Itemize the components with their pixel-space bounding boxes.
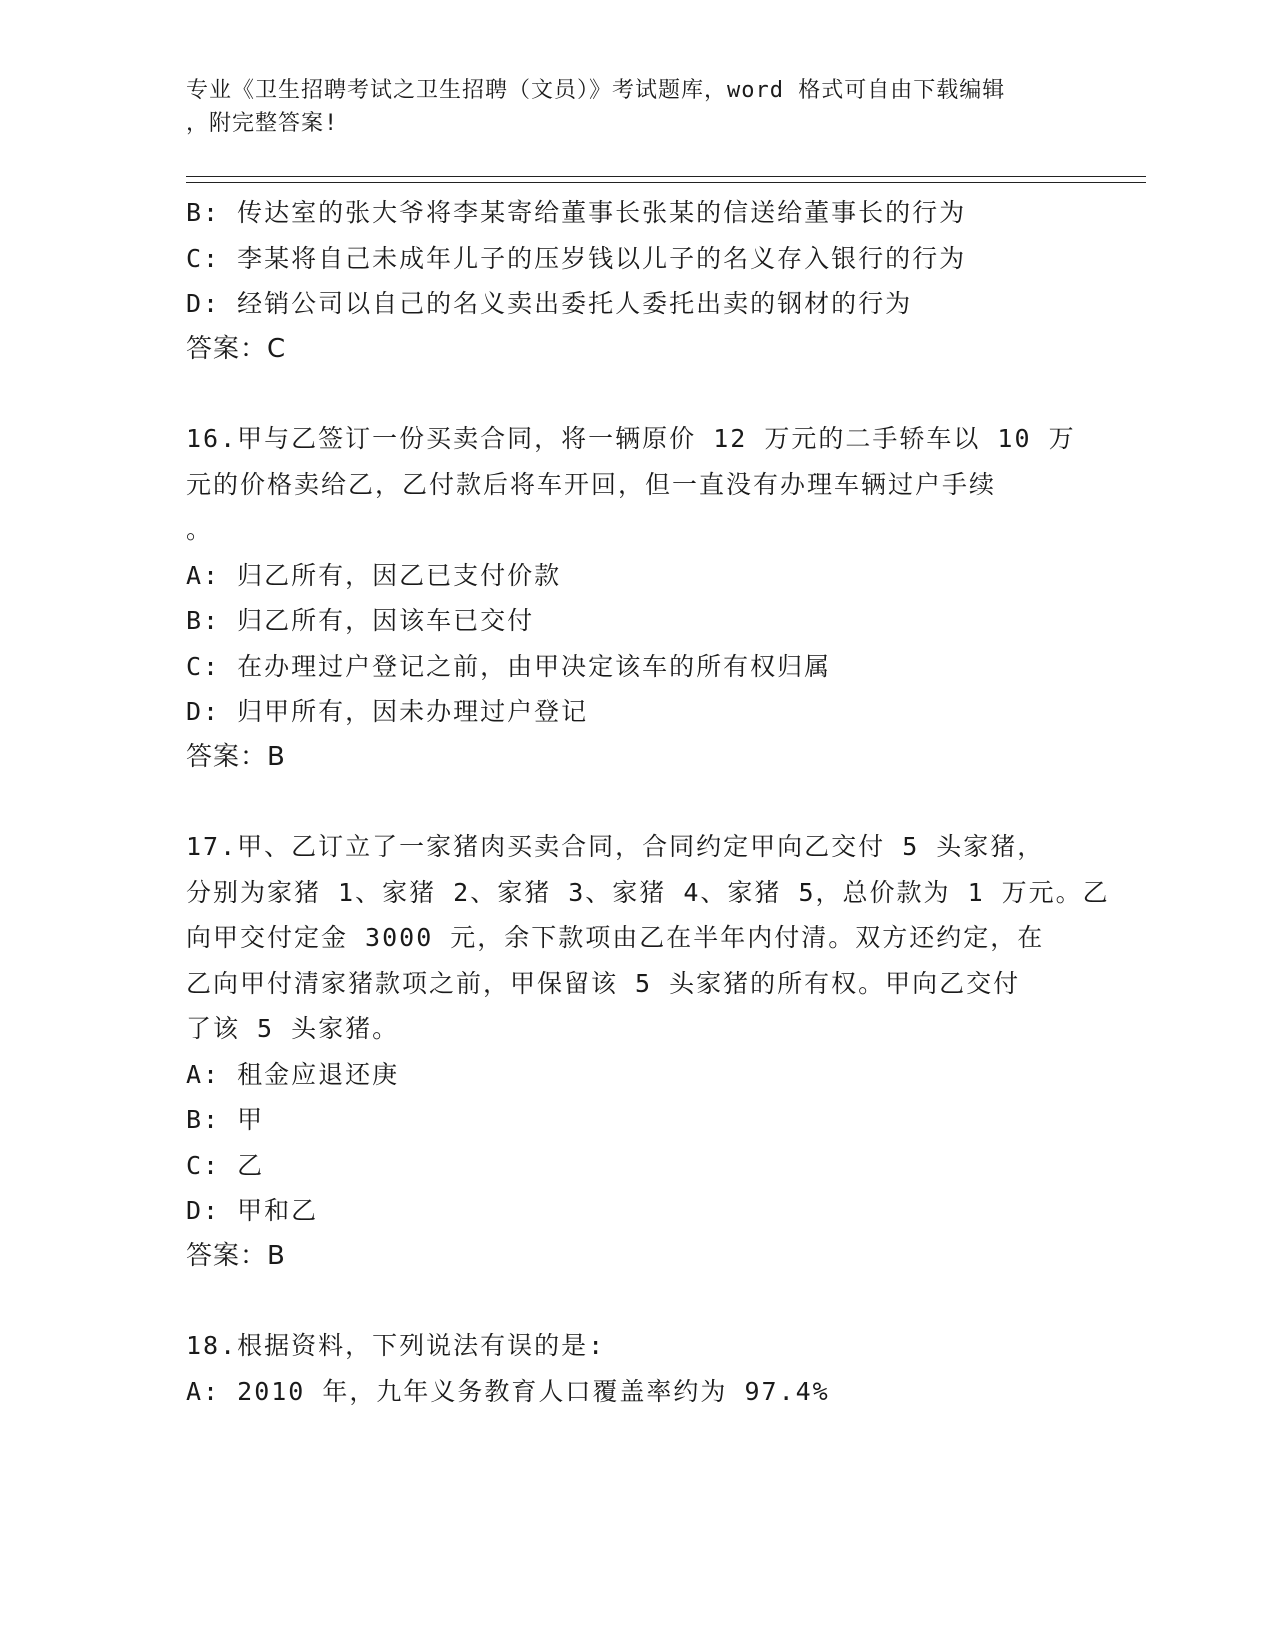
answer: 答案：B	[186, 741, 286, 772]
question-stem-line: 了该 5 头家猪。	[186, 1014, 400, 1043]
question-stem-line: 18.根据资料，下列说法有误的是:	[186, 1331, 606, 1360]
option-c: C: 在办理过户登记之前，由甲决定该车的所有权归属	[186, 651, 832, 681]
question-16	[186, 416, 1086, 780]
question-15-tail	[186, 190, 1086, 372]
option-b: B: 传达室的张大爷将李某寄给董事长张某的信送给董事长的行为	[186, 198, 967, 227]
option-c: C: 李某将自己未成年儿子的压岁钱以儿子的名义存入银行的行为	[186, 243, 967, 273]
option-d: D: 经销公司以自己的名义卖出委托人委托出卖的钢材的行为	[186, 289, 913, 318]
option-d: D: 甲和乙	[186, 1196, 319, 1225]
header-rule-bottom	[186, 182, 1146, 183]
question-stem-line: 16.甲与乙签订一份买卖合同，将一辆原价 12 万元的二手轿车以 10 万	[186, 424, 1076, 453]
option-a: A: 租金应退还庚	[186, 1059, 400, 1089]
option-b: B: 归乙所有，因该车已交付	[186, 606, 535, 635]
document-header	[186, 74, 1066, 140]
question-content	[186, 190, 1110, 1414]
question-17	[186, 824, 1110, 1279]
option-b: B: 甲	[186, 1105, 265, 1134]
option-a: A: 归乙所有，因乙已支付价款	[186, 560, 562, 590]
option-c: C: 乙	[186, 1150, 265, 1180]
header-line-1: 专业《卫生招聘考试之卫生招聘（文员）》考试题库，word 格式可自由下载编辑	[186, 78, 1006, 103]
question-stem-line: 向甲交付定金 3000 元，余下款项由乙在半年内付清。双方还约定，在	[186, 923, 1045, 952]
question-18	[186, 1323, 1086, 1414]
question-stem-line: 元的价格卖给乙，乙付款后将车开回，但一直没有办理车辆过户手续	[186, 469, 997, 499]
question-stem-line: 17.甲、乙订立了一家猪肉买卖合同，合同约定甲向乙交付 5 头家猪，	[186, 832, 1045, 861]
header-line-2: ，附完整答案!	[186, 111, 339, 136]
question-stem-line: 分别为家猪 1、家猪 2、家猪 3、家猪 4、家猪 5，总价款为 1 万元。乙	[186, 877, 1110, 907]
answer: 答案：B	[186, 1240, 286, 1271]
question-stem-line: 。	[186, 515, 214, 544]
question-stem-line: 乙向甲付清家猪款项之前，甲保留该 5 头家猪的所有权。甲向乙交付	[186, 968, 1021, 998]
option-a: A: 2010 年，九年义务教育人口覆盖率约为 97.4%	[186, 1376, 830, 1406]
answer: 答案：C	[186, 333, 287, 364]
header-rule-top	[186, 176, 1146, 177]
option-d: D: 归甲所有，因未办理过户登记	[186, 697, 589, 726]
